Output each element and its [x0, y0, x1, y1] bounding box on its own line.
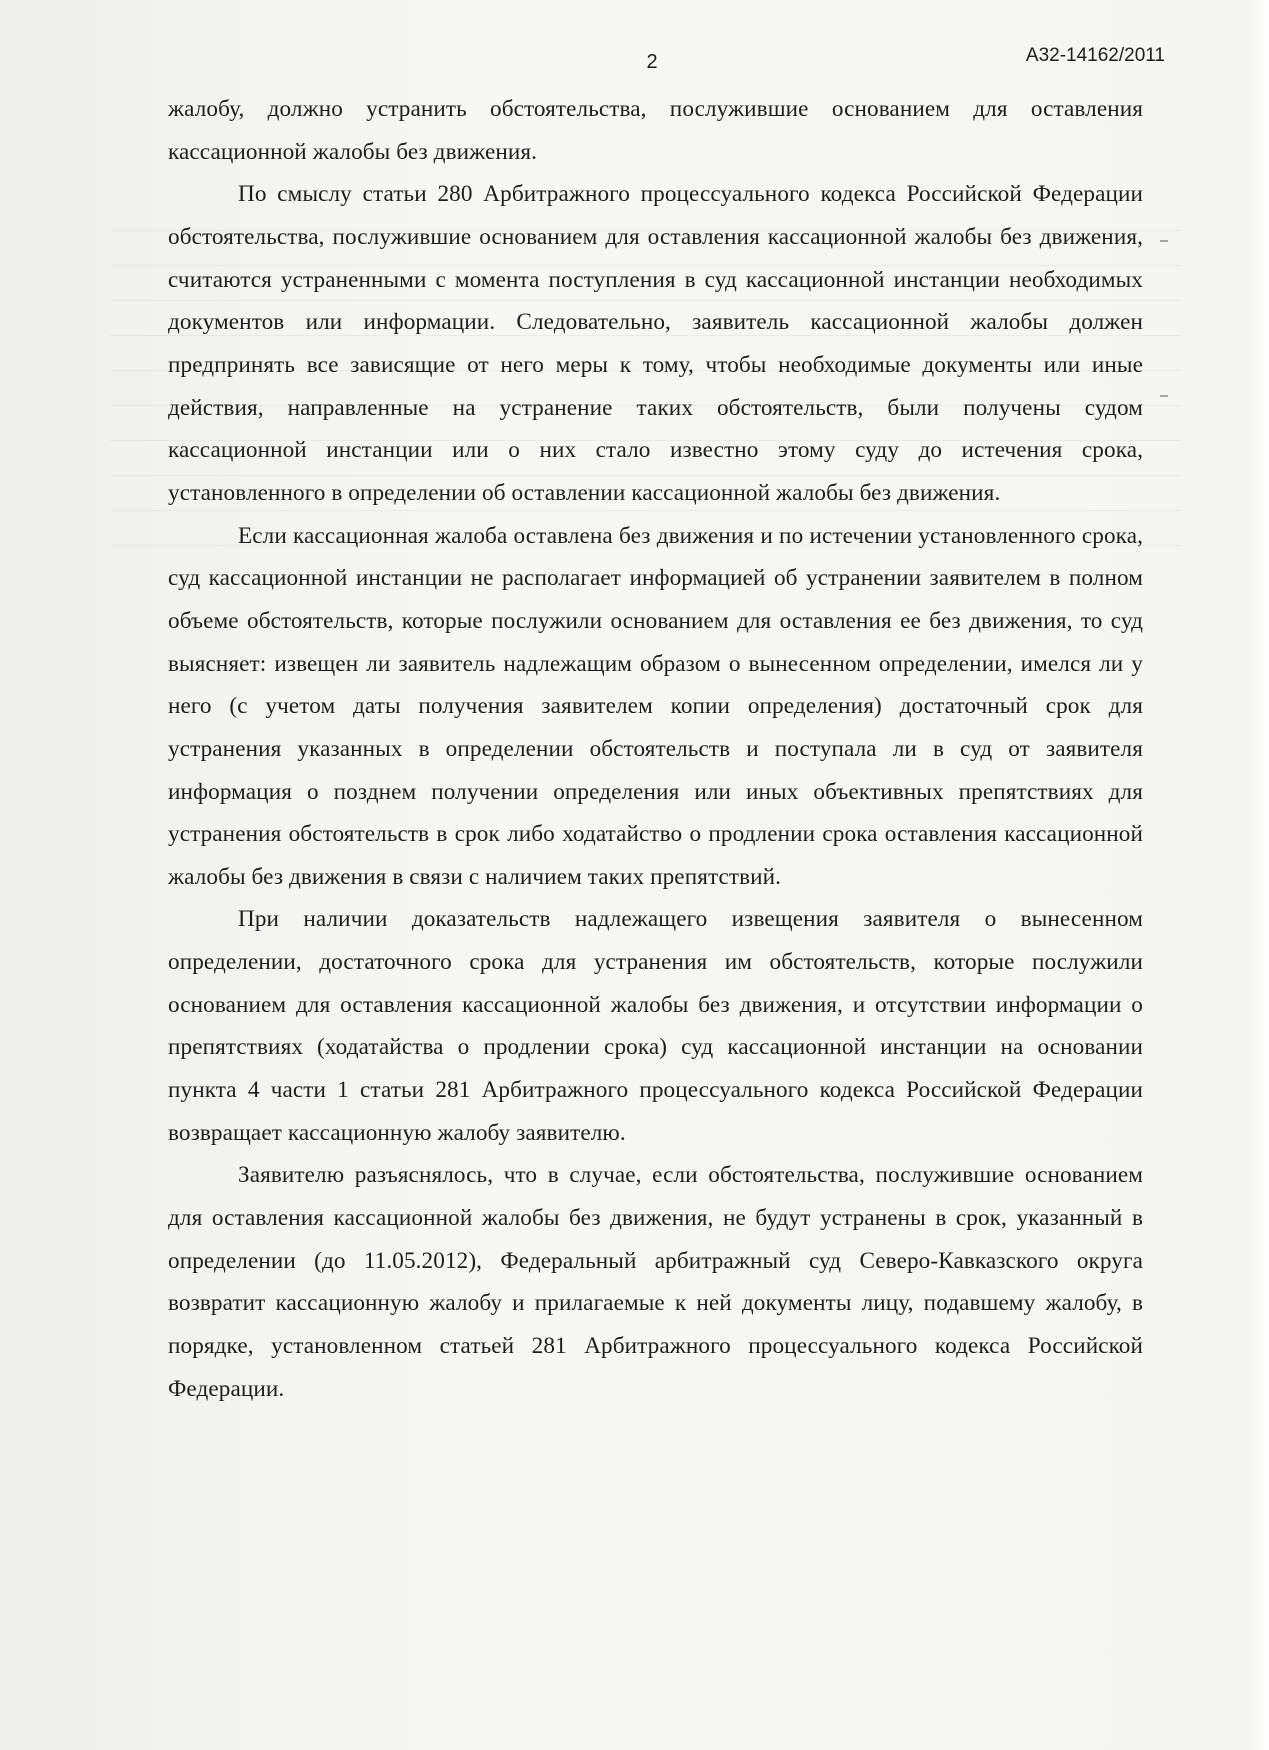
paragraph: жалобу, должно устранить обстоятельства, послужившие основанием для оставления кассационной жалобы без движения. — [168, 96, 1143, 165]
scan-mark — [1160, 395, 1168, 397]
paragraph: Если кассационная жалоба оставлена без движения и по истечении установленного срока, суд кассационной инстанции не располагает информацией об устранении заявителем в полном объеме обстоятельств, которые послужили основанием для оставления ее без движения, то суд выясняет: извещен ли заявитель надлежащим образом о вынесенном определении, имелся ли у него (с учетом даты получения заявителем копии определения) достаточный срок для устранения указанных в определении обстоятельств и поступала ли в суд от заявителя информация о позднем получении определения или иных объективных препятствиях для устранения обстоятельств в срок либо ходатайство о продлении срока оставления кассационной жалобы без движения в связи с наличием таких препятствий. — [168, 522, 1143, 890]
paragraph: Заявителю разъяснялось, что в случае, если обстоятельства, послужившие основанием для оставления кассационной жалобы без движения, не будут устранены в срок, указанный в определении (до 11.05.2012), Федеральный арбитражный суд Северо-Кавказского округа возвратит кассационную жалобу и прилагаемые к ней документы лицу, подавшему жалобу, в порядке, установленном статьей 281 Арбитражного процессуального кодекса Российской Федерации. — [168, 1162, 1143, 1402]
case-number: А32-14162/2011 — [1025, 45, 1165, 66]
paragraph: По смыслу статьи 280 Арбитражного процессуального кодекса Российской Федерации обстоятельства, послужившие основанием для оставления кассационной жалобы без движения, считаются устраненными с момента поступления в суд кассационной инстанции необходимых документов или информации. Следовательно, заявитель кассационной жалобы должен предпринять все зависящие от него меры к тому, чтобы необходимые документы или иные действия, направленные на устранение таких обстоятельств, были получены судом кассационной инстанции или о них стало известно этому суду до истечения срока, установленного в определении об оставлении кассационной жалобы без движения. — [168, 181, 1143, 506]
paragraph: При наличии доказательств надлежащего извещения заявителя о вынесенном определении, достаточного срока для устранения им обстоятельств, которые послужили основанием для оставления кассационной жалобы без движения, и отсутствии информации о препятствиях (ходатайства о продлении срока) суд кассационной инстанции на основании пункта 4 части 1 статьи 281 Арбитражного процессуального кодекса Российской Федерации возвращает кассационную жалобу заявителю. — [168, 906, 1143, 1146]
scan-mark — [1160, 240, 1168, 242]
page-edge — [1251, 0, 1269, 1750]
document-body — [168, 88, 1143, 1410]
page-number: 2 — [646, 51, 658, 73]
